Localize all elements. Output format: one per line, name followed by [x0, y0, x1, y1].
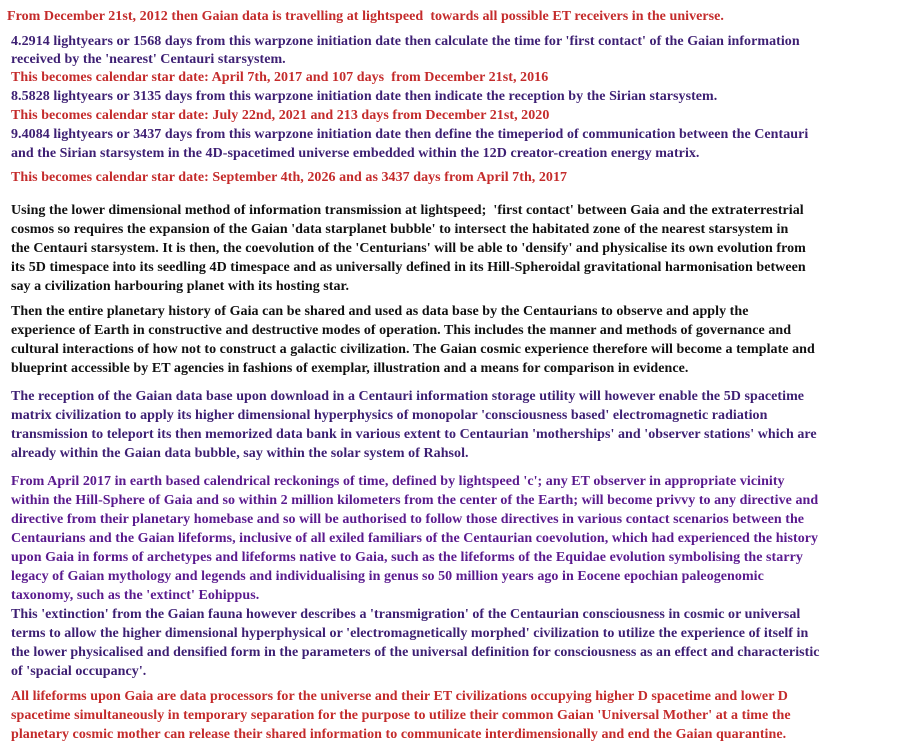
text-line: matrix civilization to apply its higher dimensional hyperphysics of monopolar 'consciousness based' electromagnetic radiation — [11, 408, 768, 423]
text-line: This 'extinction' from the Gaian fauna however describes a 'transmigration' of the Centaurian consciousness in cosmic or universal — [11, 607, 801, 622]
text-line: This becomes calendar star date: September 4th, 2026 and as 3437 days from April 7th, 2017 — [11, 170, 568, 185]
text-line: Centaurians and the Gaian lifeforms, inclusive of all exiled familiars of the Centaurian coevolution, which had experienced the history — [11, 531, 819, 546]
text-line: of 'spacial occupancy'. — [11, 664, 147, 679]
text-line: 9.4084 lightyears or 3437 days from this warpzone initiation date then define the timeperiod of communication between the Centauri — [11, 127, 809, 142]
text-line: All lifeforms upon Gaia are data processors for the universe and their ET civilizations occupying higher D spacetime and lower D — [11, 689, 788, 704]
text-line: planetary cosmic mother can release their shared information to communicate interdimensionally and end the Gaian quarantine. — [11, 727, 787, 742]
text-line: From April 2017 in earth based calendrical reckonings of time, defined by lightspeed 'c'; any ET observer in appropriate vicinity — [11, 474, 785, 489]
text-line: taxonomy, such as the 'extinct' Eohippus. — [11, 588, 260, 603]
text-line: Using the lower dimensional method of information transmission at lightspeed; 'first contact' between Gaia and the extraterrestrial — [11, 203, 804, 218]
text-line: 8.5828 lightyears or 3135 days from this warpzone initiation date then indicate the reception by the Sirian starsystem. — [11, 89, 718, 104]
text-line: its 5D timespace into its seedling 4D timespace and as universally defined in its Hill-Spheroidal gravitational harmonisation between — [11, 260, 806, 275]
text-line: The reception of the Gaian data base upon download in a Centauri information storage utility will however enable the 5D spacetime — [11, 389, 805, 404]
text-line: This becomes calendar star date: April 7th, 2017 and 107 days from December 21st, 2016 — [11, 70, 549, 85]
text-line: the Centauri starsystem. It is then, the coevolution of the 'Centurians' will be able to 'densify' and physicalise its own evolution from — [11, 241, 806, 256]
text-line: say a civilization harbouring planet with its hosting star. — [11, 279, 350, 294]
text-line: transmission to teleport its then memorized data bank in various extent to Centaurian 'motherships' and 'observer stations' which are — [11, 427, 817, 442]
text-line: the lower physicalised and densified form in the parameters of the universal definition for consciousness as an effect and characteristic — [11, 645, 820, 660]
text-line: blueprint accessible by ET agencies in fashions of exemplar, illustration and a means for comparison in evidence. — [11, 361, 689, 376]
text-line: experience of Earth in constructive and destructive modes of operation. This includes the manner and methods of governance and — [11, 323, 792, 338]
text-line: spacetime simultaneously in temporary separation for the purpose to utilize their common Gaian 'Universal Mother' at a time the — [11, 708, 791, 723]
text-line: and the Sirian starsystem in the 4D-spacetimed universe embedded within the 12D creator-creation energy matrix. — [11, 146, 700, 161]
text-line: within the Hill-Sphere of Gaia and so within 2 million kilometers from the center of the Earth; will become privvy to any directive and — [11, 493, 819, 508]
text-line: terms to allow the higher dimensional hyperphysical or 'electromagnetically morphed' civilization to utilize the experience of itself in — [11, 626, 809, 641]
text-line: received by the 'nearest' Centauri starsystem. — [11, 52, 286, 67]
text-line: This becomes calendar star date: July 22nd, 2021 and 213 days from December 21st, 2020 — [11, 108, 550, 123]
text-line: cosmos so requires the expansion of the Gaian 'data starplanet bubble' to intersect the habitated zone of the nearest starsystem in — [11, 222, 789, 237]
text-line: upon Gaia in forms of archetypes and lifeforms native to Gaia, such as the lifeforms of the Equidae evolution symbolising the starry — [11, 550, 803, 565]
text-line: already within the Gaian data bubble, say within the solar system of Rahsol. — [11, 446, 469, 461]
text-line: directive from their planetary homebase and so will be authorised to follow those directives in various contact scenarios between the — [11, 512, 805, 527]
text-line: From December 21st, 2012 then Gaian data is travelling at lightspeed towards all possible ET receivers in the universe. — [7, 9, 724, 24]
text-line: cultural interactions of how not to construct a galactic civilization. The Gaian cosmic experience therefore will become a template and — [11, 342, 815, 357]
text-line: Then the entire planetary history of Gaia can be shared and used as data base by the Centaurians to observe and apply the — [11, 304, 749, 319]
text-line: 4.2914 lightyears or 1568 days from this warpzone initiation date then calculate the time for 'first contact' of the Gaian information — [11, 34, 800, 49]
text-line: legacy of Gaian mythology and legends and individualising in genus so 50 million years ago in Eocene epochian paleogenomic — [11, 569, 764, 584]
